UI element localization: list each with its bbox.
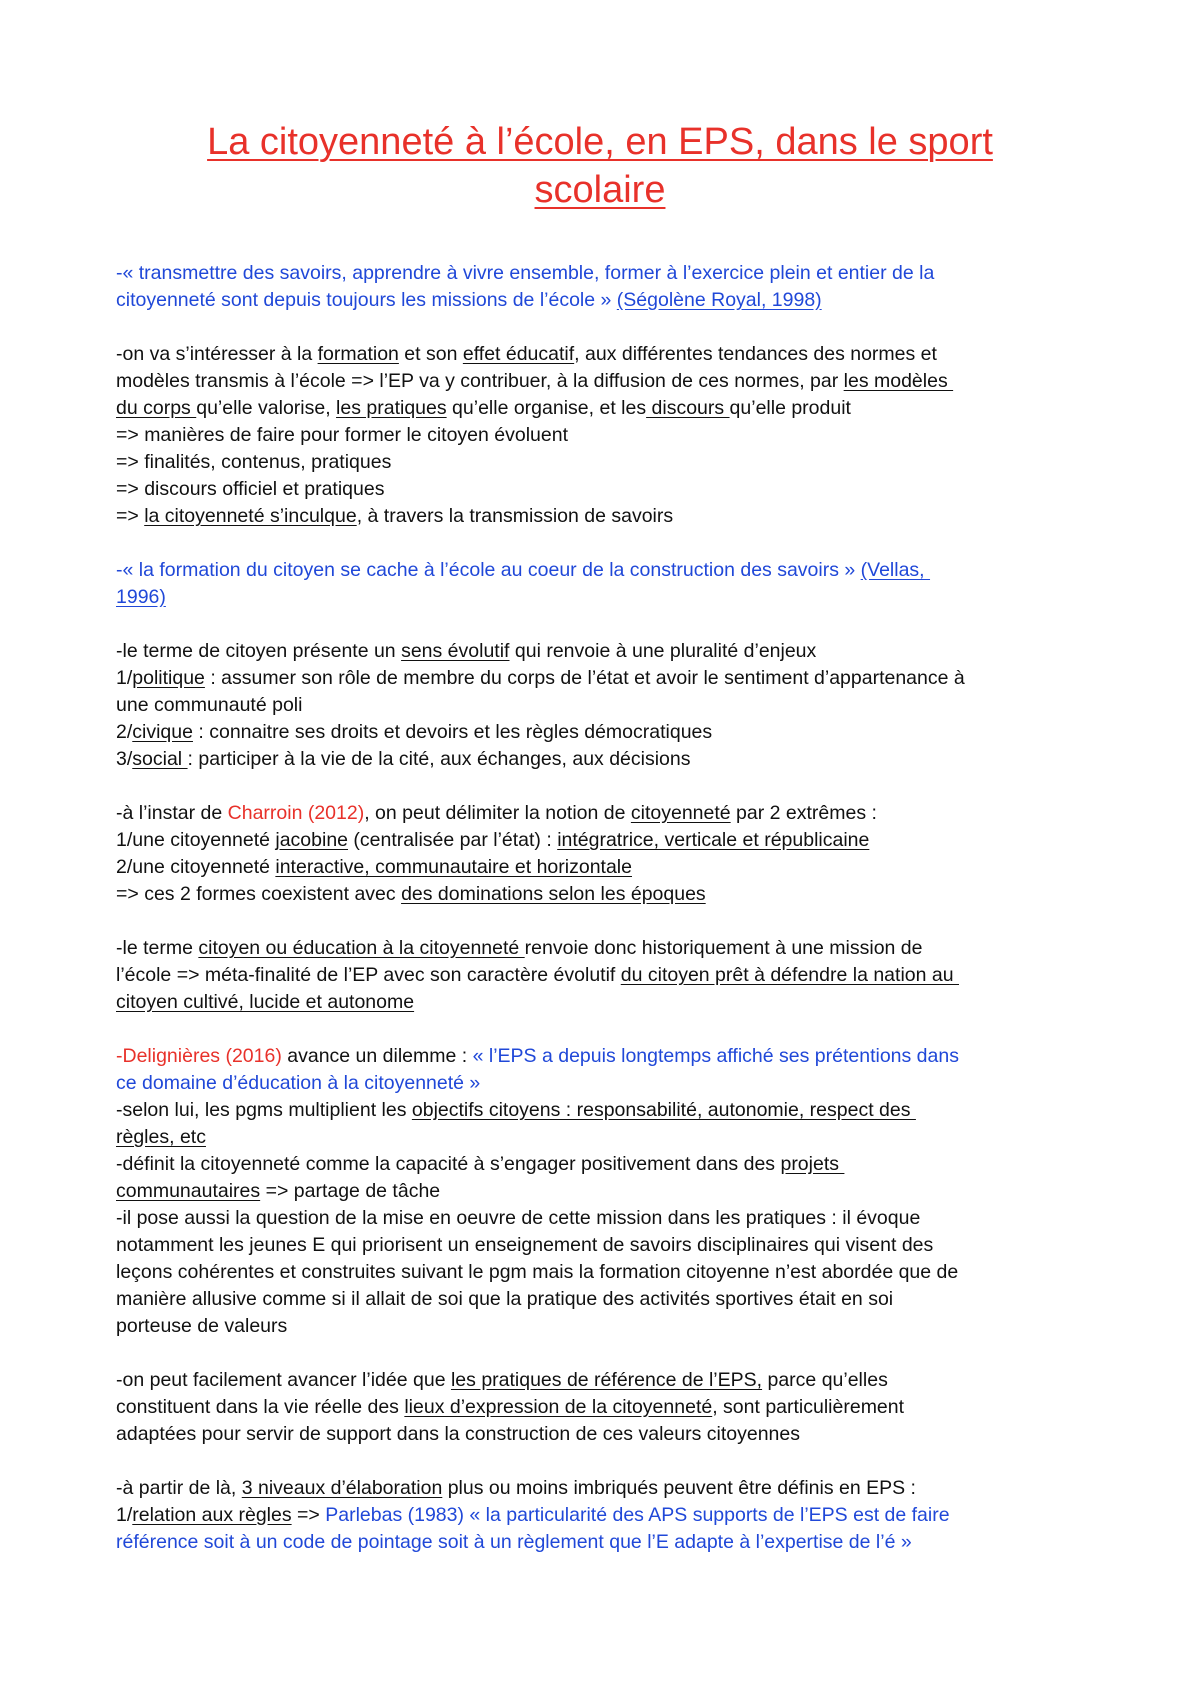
text-run: qu’elle valorise, <box>196 397 337 419</box>
text-run: , à travers la transmission de savoirs <box>356 505 674 527</box>
underlined-term: civique <box>132 721 193 743</box>
text-run: 1/ <box>116 667 133 689</box>
text-run: qui renvoie à une pluralité d’enjeux <box>509 640 817 662</box>
text-run: 2/une citoyenneté <box>116 856 276 878</box>
paragraph-royal-quote <box>116 260 1106 314</box>
paragraph-mission-ecole <box>116 935 1106 1016</box>
text-run: 1/ <box>116 1504 133 1526</box>
underlined-term: discours <box>646 397 730 419</box>
quote-text: ce domaine d’éducation à la citoyenneté » <box>116 1072 481 1094</box>
text-run: : participer à la vie de la cité, aux échanges, aux décisions <box>187 748 691 770</box>
underlined-term: les pratiques <box>336 397 447 419</box>
citation-royal: (Ségolène Royal, 1998) <box>616 289 822 311</box>
text-run: parce qu’elles <box>762 1369 888 1391</box>
underlined-term: des dominations selon les époques <box>401 883 706 905</box>
paragraph-niveaux-elaboration <box>116 1475 1106 1556</box>
citation-vellas: (Vellas, <box>860 559 931 581</box>
text-run: : assumer son rôle de membre du corps de l’état et avoir le sentiment d’appartenance à <box>204 667 965 689</box>
underlined-term: la citoyenneté s’inculque <box>144 505 357 527</box>
text-run: modèles transmis à l’école => l’EP va y contribuer, à la diffusion de ces normes, par <box>116 370 844 392</box>
text-run: : connaitre ses droits et devoirs et les règles démocratiques <box>192 721 713 743</box>
text-line: => manières de faire pour former le citoyen évoluent <box>116 424 568 446</box>
text-run: , on peut délimiter la notion de <box>364 802 631 824</box>
underlined-line: citoyen cultivé, lucide et autonome <box>116 991 415 1013</box>
underlined-term: du citoyen prêt à défendre la nation au <box>620 964 959 986</box>
text-run: 1/une citoyenneté <box>116 829 276 851</box>
text-run: , sont particulièrement <box>712 1396 905 1418</box>
text-run: -on peut facilement avancer l’idée que <box>116 1369 451 1391</box>
text-line: une communauté poli <box>116 694 303 716</box>
text-line: -il pose aussi la question de la mise en oeuvre de cette mission dans les pratiques : il évoque <box>116 1207 921 1229</box>
text-run: 2/ <box>116 721 133 743</box>
paragraph-delignieres <box>116 1043 1106 1340</box>
underlined-term: citoyen ou éducation à la citoyenneté <box>198 937 525 959</box>
document-title <box>0 118 1200 214</box>
text-run: => ces 2 formes coexistent avec <box>116 883 402 905</box>
text-line: => finalités, contenus, pratiques <box>116 451 392 473</box>
underlined-term: social <box>132 748 188 770</box>
text-run: - <box>116 1045 123 1067</box>
text-run: (centralisée par l’état) : <box>348 829 558 851</box>
document-body <box>116 260 1106 1583</box>
underlined-term: intégratrice, verticale et républicaine <box>557 829 870 851</box>
underlined-term: les pratiques de référence de l’EPS, <box>450 1369 763 1391</box>
underlined-term: objectifs citoyens : responsabilité, autonomie, respect des <box>411 1099 916 1121</box>
citation-parlebas: Parlebas (1983) « la particularité des APS supports de l’EPS est de faire <box>325 1504 950 1526</box>
text-run: -on va s’intéresser à la <box>116 343 318 365</box>
underlined-term: projets <box>780 1153 845 1175</box>
underlined-term: jacobine <box>275 829 349 851</box>
underlined-term: effet éducatif <box>462 343 575 365</box>
text-run: qu’elle produit <box>729 397 851 419</box>
text-run: par 2 extrêmes : <box>730 802 877 824</box>
quote-text: citoyenneté sont depuis toujours les missions de l’école » <box>116 289 617 311</box>
paragraph-charroin <box>116 800 1106 908</box>
text-line: leçons cohérentes et construites suivant le pgm mais la formation citoyenne n’est abordée que de <box>116 1261 959 1283</box>
text-line: notamment les jeunes E qui priorisent un enseignement de savoirs disciplinaires qui visent des <box>116 1234 934 1256</box>
text-run: -définit la citoyenneté comme la capacité à s’engager positivement dans des <box>116 1153 781 1175</box>
title-line-2: scolaire <box>534 169 666 211</box>
paragraph-pratiques-reference <box>116 1367 1106 1448</box>
text-run: l’école => méta-finalité de l’EP avec son caractère évolutif <box>116 964 621 986</box>
underlined-term: interactive, communautaire et horizontale <box>275 856 632 878</box>
paragraph-vellas-quote <box>116 557 1106 611</box>
text-run: , aux différentes tendances des normes et <box>574 343 937 365</box>
text-line: => discours officiel et pratiques <box>116 478 385 500</box>
underlined-term: formation <box>317 343 399 365</box>
text-line: -« transmettre des savoirs, apprendre à vivre ensemble, former à l’exercice plein et entier de la <box>116 262 935 284</box>
text-line: adaptées pour servir de support dans la construction de ces valeurs citoyennes <box>116 1423 800 1445</box>
citation-vellas-year: 1996) <box>116 586 166 608</box>
underlined-term: 3 niveaux d’élaboration <box>241 1477 443 1499</box>
text-run: renvoie donc historiquement à une mission de <box>524 937 923 959</box>
text-line: manière allusive comme si il allait de soi que la pratique des activités sportives était en soi <box>116 1288 894 1310</box>
underlined-term: sens évolutif <box>401 640 510 662</box>
underlined-line: règles, etc <box>116 1126 206 1148</box>
text-run: -selon lui, les pgms multiplient les <box>116 1099 412 1121</box>
text-run: => partage de tâche <box>260 1180 441 1202</box>
text-run: constituent dans la vie réelle des <box>116 1396 405 1418</box>
text-run: => <box>291 1504 326 1526</box>
underlined-term: lieux d’expression de la citoyenneté <box>404 1396 713 1418</box>
quote-text: référence soit à un code de pointage soit à un règlement que l’E adapte à l’expertise de l’é » <box>116 1531 912 1553</box>
underlined-term: du corps <box>116 397 197 419</box>
text-run: -à l’instar de <box>116 802 228 824</box>
text-run: et son <box>398 343 463 365</box>
text-run: avance un dilemme : <box>281 1045 473 1067</box>
quote-text: -« la formation du citoyen se cache à l’école au coeur de la construction des savoirs » <box>116 559 861 581</box>
underlined-term: les modèles <box>843 370 954 392</box>
title-line-1: La citoyenneté à l’école, en EPS, dans le sport <box>207 121 993 163</box>
text-run: -à partir de là, <box>116 1477 242 1499</box>
quote-text: « l’EPS a depuis longtemps affiché ses prétentions dans <box>472 1045 959 1067</box>
text-run: => <box>116 505 145 527</box>
text-run: -le terme <box>116 937 199 959</box>
paragraph-citoyen-enjeux <box>116 638 1106 773</box>
author-charroin: Charroin (2012) <box>227 802 365 824</box>
paragraph-formation <box>116 341 1106 530</box>
underlined-term: communautaires <box>116 1180 261 1202</box>
text-run: 3/ <box>116 748 133 770</box>
underlined-term: politique <box>132 667 205 689</box>
text-run: -le terme de citoyen présente un <box>116 640 402 662</box>
author-delignieres: Delignières (2016) <box>122 1045 282 1067</box>
text-run: qu’elle organise, et les <box>446 397 647 419</box>
text-line: porteuse de valeurs <box>116 1315 288 1337</box>
underlined-term: citoyenneté <box>630 802 731 824</box>
text-run: plus ou moins imbriqués peuvent être définis en EPS : <box>442 1477 916 1499</box>
underlined-term: relation aux règles <box>132 1504 292 1526</box>
